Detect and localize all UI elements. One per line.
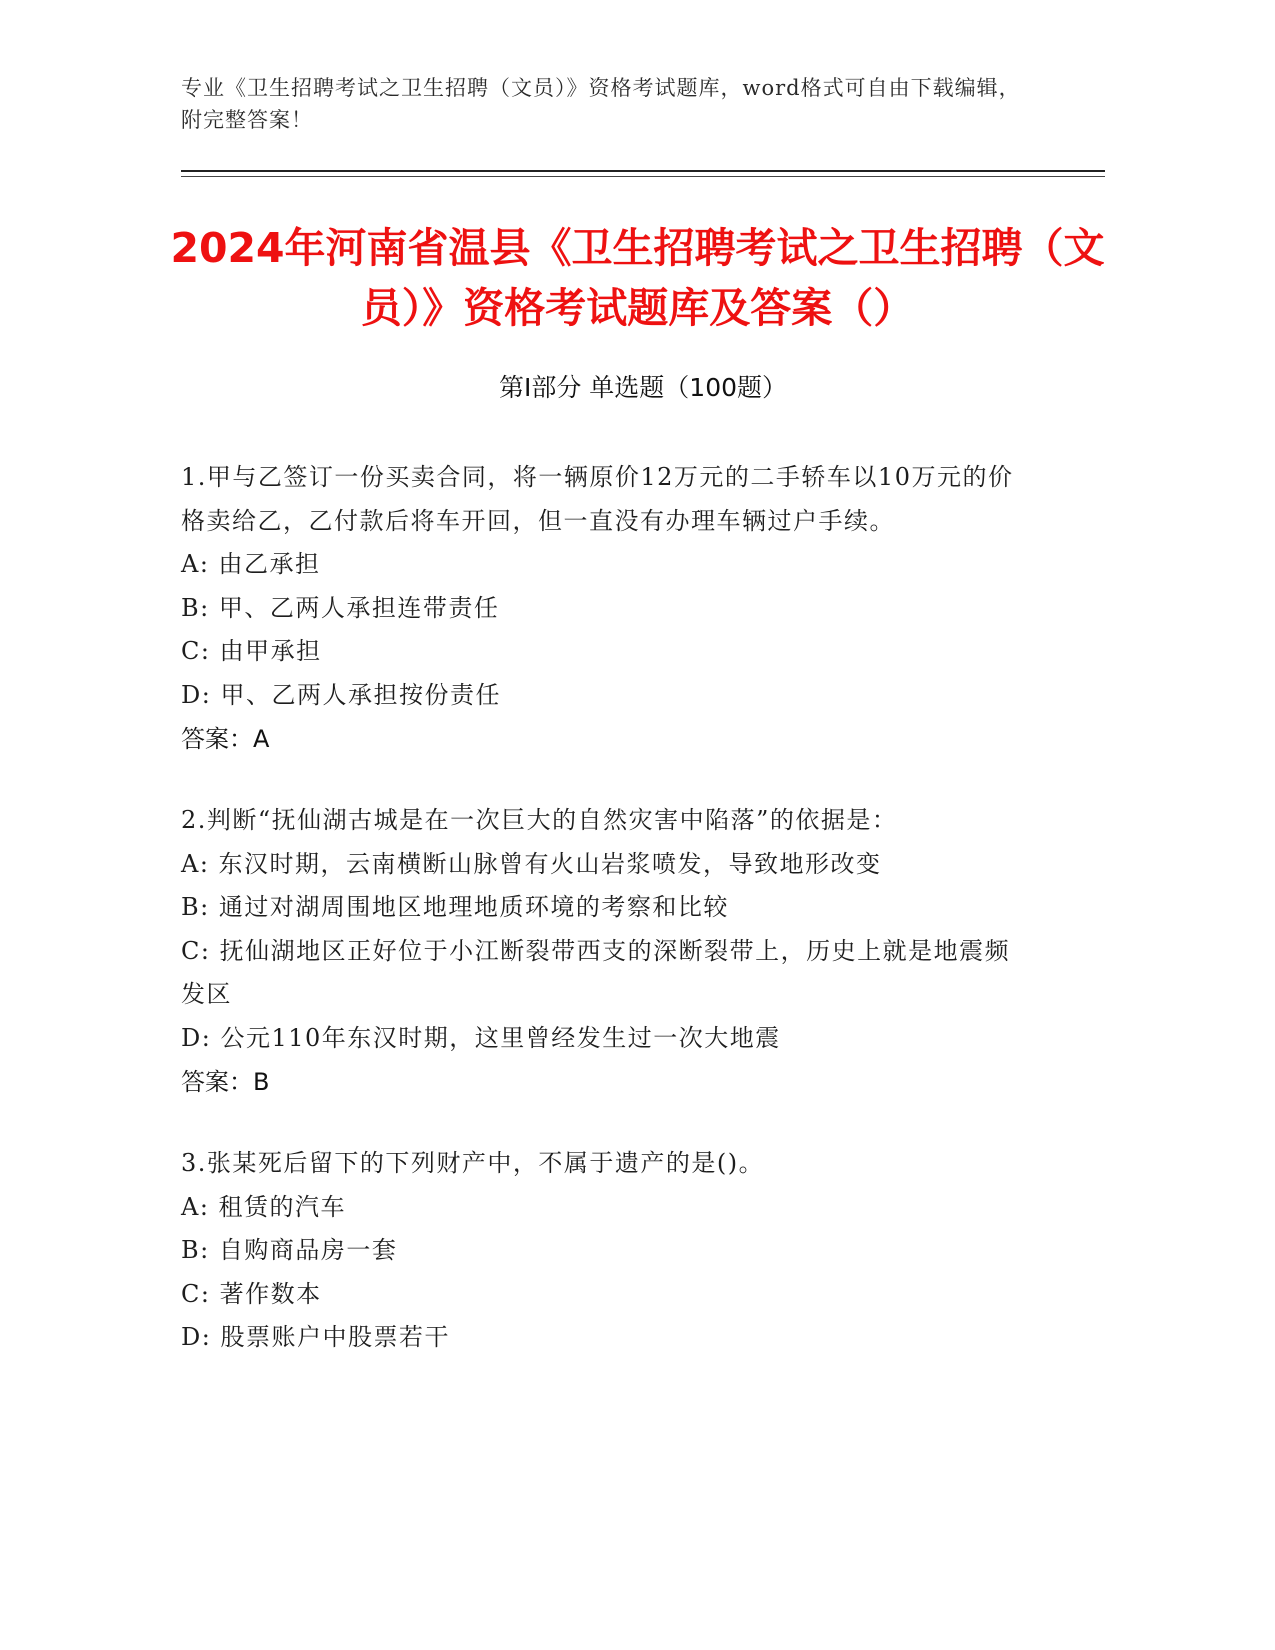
option-a: A: 由乙承担 [181, 550, 321, 578]
question-3 [181, 1142, 1031, 1360]
question-list [181, 456, 1031, 1398]
option-a: A: 租赁的汽车 [181, 1192, 347, 1221]
header-rule-thin [181, 176, 1105, 177]
option-c: C: 由甲承担 [181, 637, 322, 665]
option-c: C: 著作数本 [181, 1279, 322, 1308]
option-a: A: 东汉时期，云南横断山脉曾有火山岩浆喷发，导致地形改变 [181, 849, 882, 878]
option-b: B: 自购商品房一套 [181, 1236, 398, 1264]
option-d: D: 甲、乙两人承担按份责任 [181, 680, 501, 709]
question-2 [181, 799, 1031, 1104]
option-c: C: 抚仙湖地区正好位于小江断裂带西支的深断裂带上，历史上就是地震频发区 [181, 936, 1011, 1008]
option-d: D: 股票账户中股票若干 [181, 1323, 450, 1351]
question-stem: 3.张某死后留下的下列财产中，不属于遗产的是()。 [181, 1149, 765, 1177]
question-stem: 2.判断“抚仙湖古城是在一次巨大的自然灾害中陷落”的依据是： [181, 806, 898, 834]
option-b: B: 通过对湖周围地区地理地质环境的考察和比较 [181, 893, 729, 921]
option-b: B: 甲、乙两人承担连带责任 [181, 593, 500, 622]
answer: 答案：A [181, 725, 270, 753]
header-rule-thick [181, 170, 1105, 172]
header-note: 专业《卫生招聘考试之卫生招聘（文员）》资格考试题库，word格式可自由下载编辑，附完整答案！ [181, 76, 1021, 132]
option-d: D: 公元110年东汉时期，这里曾经发生过一次大地震 [181, 1023, 781, 1052]
section-title: 第Ⅰ部分 单选题（100题） [498, 373, 788, 402]
answer: 答案：B [181, 1068, 270, 1096]
question-stem: 1.甲与乙签订一份买卖合同，将一辆原价12万元的二手轿车以10万元的价格卖给乙，乙付款后将车开回，但一直没有办理车辆过户手续。 [181, 463, 1014, 535]
question-1 [181, 456, 1031, 761]
document-title: 2024年河南省温县《卫生招聘考试之卫生招聘（文员）》资格考试题库及答案（） [170, 224, 1105, 332]
